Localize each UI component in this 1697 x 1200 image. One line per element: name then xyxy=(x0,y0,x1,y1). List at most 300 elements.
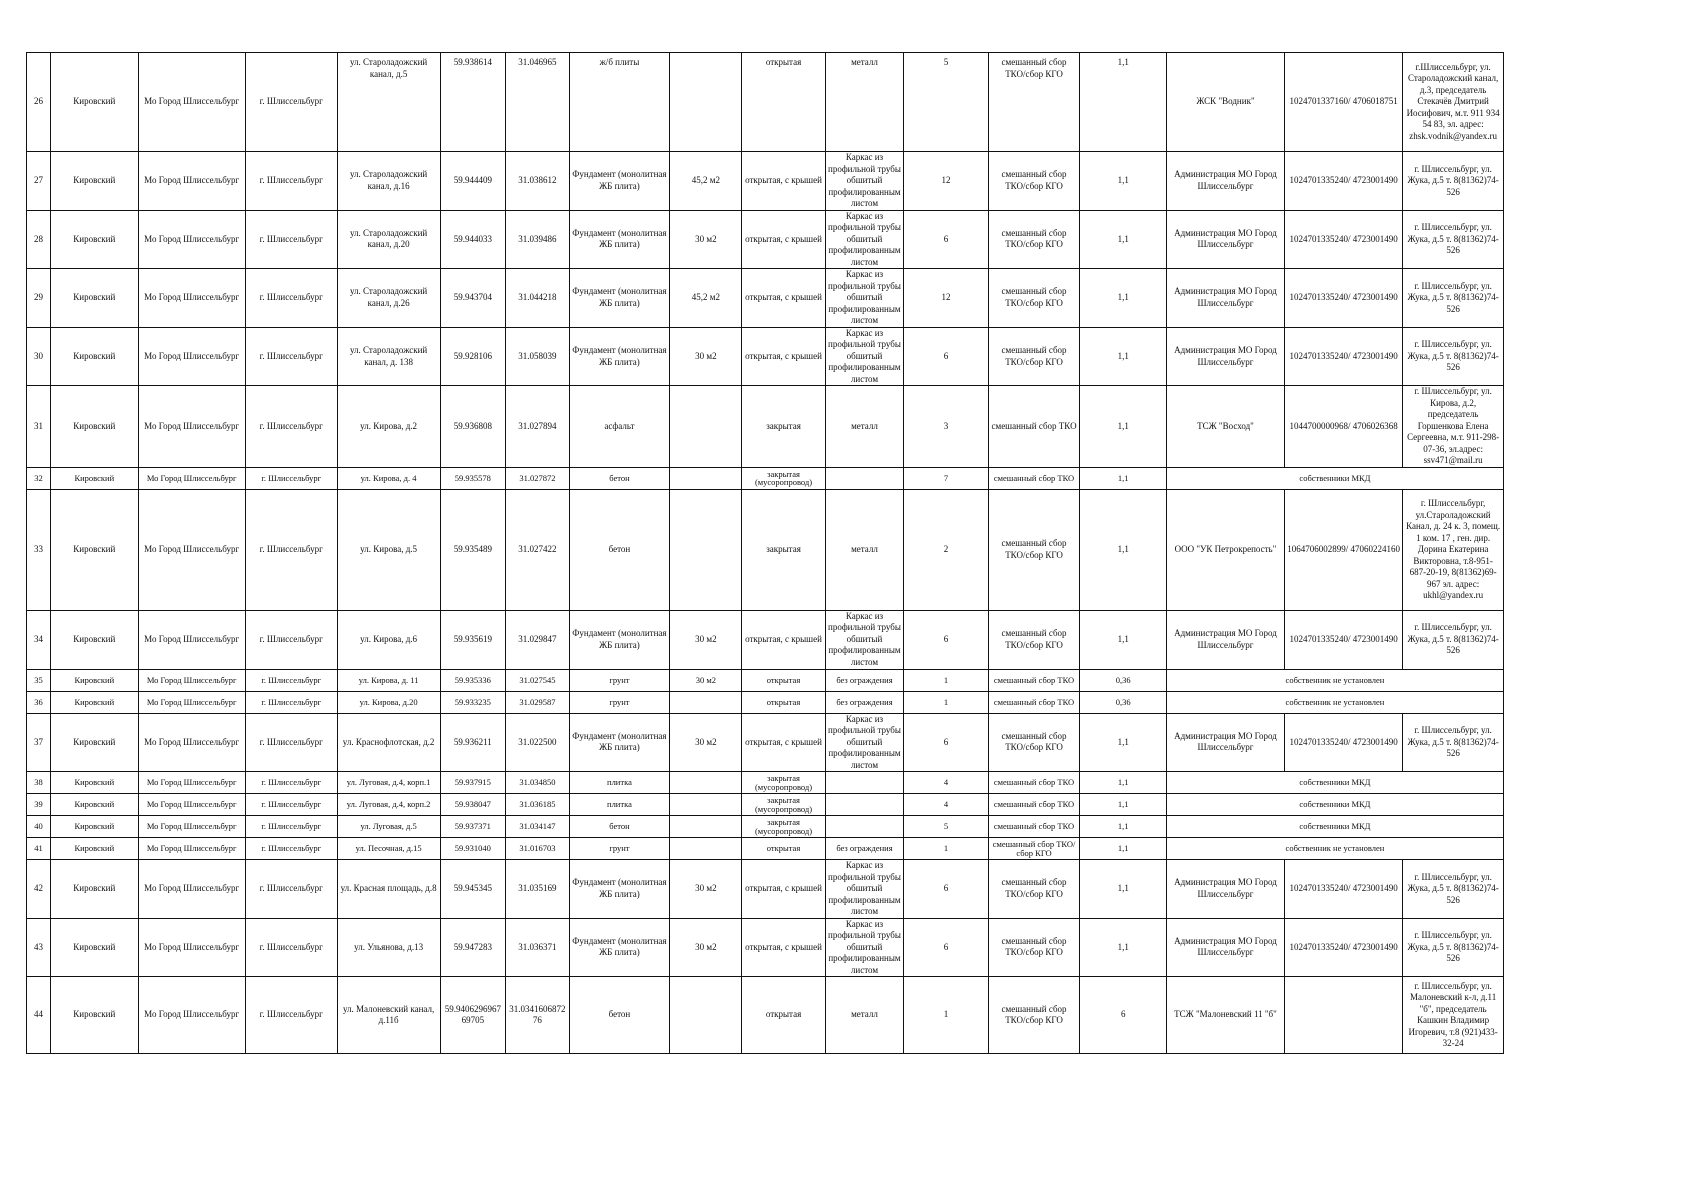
cell-mo: Мо Город Шлиссельбург xyxy=(138,691,245,713)
cell-lat: 59.945345 xyxy=(440,860,506,919)
cell-area: 30 м2 xyxy=(670,860,742,919)
cell-area: 30 м2 xyxy=(670,713,742,772)
cell-volume: 1,1 xyxy=(1080,860,1166,919)
cell-mo: Мо Город Шлиссельбург xyxy=(138,386,245,468)
cell-ogrn: 1024701335240/ 4723001490 xyxy=(1285,860,1403,919)
cell-base: грунт xyxy=(569,838,670,860)
cell-volume: 1,1 xyxy=(1080,210,1166,269)
cell-contacts: г. Шлиссельбург, ул. Жука, д.5 т. 8(81362)74-526 xyxy=(1403,152,1504,211)
cell-volume: 1,1 xyxy=(1080,489,1166,610)
cell-address: ул. Кирова, д. 4 xyxy=(337,467,440,489)
cell-num: 28 xyxy=(27,210,51,269)
cell-collection: смешанный сбор ТКО/сбор КГО xyxy=(988,210,1080,269)
cell-lat: 59.937915 xyxy=(440,772,506,794)
cell-lat: 59.937371 xyxy=(440,816,506,838)
cell-mo: Мо Город Шлиссельбург xyxy=(138,794,245,816)
cell-volume: 1,1 xyxy=(1080,386,1166,468)
cell-address: ул. Луговая, д.4, корп.1 xyxy=(337,772,440,794)
cell-area: 30 м2 xyxy=(670,669,742,691)
cell-mo: Мо Город Шлиссельбург xyxy=(138,210,245,269)
cell-fence: Каркас из профильной трубы обшитый профилированным листом xyxy=(825,860,904,919)
cell-count: 6 xyxy=(904,918,988,977)
cell-district: Кировский xyxy=(51,467,139,489)
cell-count: 6 xyxy=(904,210,988,269)
cell-fence: без ограждения xyxy=(825,669,904,691)
cell-city: г. Шлиссельбург xyxy=(245,467,337,489)
cell-base: бетон xyxy=(569,467,670,489)
cell-type: открытая, с крышей xyxy=(742,269,825,328)
table-row xyxy=(27,918,1504,977)
cell-num: 39 xyxy=(27,794,51,816)
cell-address: ул. Луговая, д.4, корп.2 xyxy=(337,794,440,816)
cell-collection: смешанный сбор ТКО xyxy=(988,772,1080,794)
cell-base: плитка xyxy=(569,794,670,816)
cell-lon: 31.034147 xyxy=(506,816,569,838)
cell-volume: 1,1 xyxy=(1080,816,1166,838)
cell-owner: Администрация МО Город Шлиссельбург xyxy=(1166,269,1284,328)
cell-city: г. Шлиссельбург xyxy=(245,269,337,328)
cell-base: плитка xyxy=(569,772,670,794)
cell-collection: смешанный сбор ТКО/сбор КГО xyxy=(988,838,1080,860)
cell-district: Кировский xyxy=(51,794,139,816)
cell-fence: Каркас из профильной трубы обшитый профилированным листом xyxy=(825,610,904,669)
cell-collection: смешанный сбор ТКО/сбор КГО xyxy=(988,918,1080,977)
cell-city: г. Шлиссельбург xyxy=(245,53,337,152)
cell-address: ул. Староладожский канал, д.5 xyxy=(337,53,440,152)
cell-count: 4 xyxy=(904,794,988,816)
cell-owner: Администрация МО Город Шлиссельбург xyxy=(1166,327,1284,386)
cell-type: открытая, с крышей xyxy=(742,713,825,772)
cell-lon: 31.022500 xyxy=(506,713,569,772)
cell-num: 30 xyxy=(27,327,51,386)
cell-count: 1 xyxy=(904,691,988,713)
cell-count: 3 xyxy=(904,386,988,468)
cell-area xyxy=(670,386,742,468)
table-row xyxy=(27,467,1504,489)
cell-district: Кировский xyxy=(51,669,139,691)
cell-address: ул. Песочная, д.15 xyxy=(337,838,440,860)
cell-contacts: г. Шлиссельбург, ул. Жука, д.5 т. 8(81362)74-526 xyxy=(1403,210,1504,269)
cell-fence: Каркас из профильной трубы обшитый профилированным листом xyxy=(825,713,904,772)
cell-fence: Каркас из профильной трубы обшитый профилированным листом xyxy=(825,210,904,269)
cell-lat: 59.935336 xyxy=(440,669,506,691)
cell-owner-merged: собственник не установлен xyxy=(1166,838,1503,860)
cell-fence: металл xyxy=(825,977,904,1054)
cell-volume: 1,1 xyxy=(1080,794,1166,816)
cell-city: г. Шлиссельбург xyxy=(245,816,337,838)
table-row xyxy=(27,838,1504,860)
cell-owner: ООО "УК Петрокрепость" xyxy=(1166,489,1284,610)
cell-volume: 1,1 xyxy=(1080,327,1166,386)
cell-contacts: г. Шлиссельбург, ул. Жука, д.5 т. 8(81362)74-526 xyxy=(1403,610,1504,669)
cell-district: Кировский xyxy=(51,918,139,977)
cell-city: г. Шлиссельбург xyxy=(245,713,337,772)
cell-ogrn: 1024701335240/ 4723001490 xyxy=(1285,152,1403,211)
cell-city: г. Шлиссельбург xyxy=(245,794,337,816)
table-row xyxy=(27,152,1504,211)
cell-district: Кировский xyxy=(51,53,139,152)
cell-owner: ТСЖ "Восход" xyxy=(1166,386,1284,468)
cell-city: г. Шлиссельбург xyxy=(245,691,337,713)
cell-area xyxy=(670,977,742,1054)
cell-fence xyxy=(825,467,904,489)
cell-collection: смешанный сбор ТКО/сбор КГО xyxy=(988,977,1080,1054)
cell-base: Фундамент (монолитная ЖБ плита) xyxy=(569,327,670,386)
cell-collection: смешанный сбор ТКО xyxy=(988,669,1080,691)
cell-type: открытая xyxy=(742,669,825,691)
cell-volume: 1,1 xyxy=(1080,610,1166,669)
cell-count: 4 xyxy=(904,772,988,794)
cell-base: Фундамент (монолитная ЖБ плита) xyxy=(569,269,670,328)
cell-num: 35 xyxy=(27,669,51,691)
cell-collection: смешанный сбор ТКО/сбор КГО xyxy=(988,269,1080,328)
cell-city: г. Шлиссельбург xyxy=(245,210,337,269)
cell-base: Фундамент (монолитная ЖБ плита) xyxy=(569,918,670,977)
cell-volume: 1,1 xyxy=(1080,53,1166,152)
cell-owner-merged: собственники МКД xyxy=(1166,772,1503,794)
cell-lat: 59.943704 xyxy=(440,269,506,328)
cell-ogrn: 1024701335240/ 4723001490 xyxy=(1285,210,1403,269)
cell-base: Фундамент (монолитная ЖБ плита) xyxy=(569,610,670,669)
cell-area xyxy=(670,794,742,816)
cell-owner-merged: собственники МКД xyxy=(1166,794,1503,816)
cell-base: бетон xyxy=(569,816,670,838)
cell-count: 5 xyxy=(904,816,988,838)
cell-mo: Мо Город Шлиссельбург xyxy=(138,977,245,1054)
cell-lat: 59.944033 xyxy=(440,210,506,269)
cell-type: закрытая (мусоропровод) xyxy=(742,772,825,794)
table-row xyxy=(27,816,1504,838)
cell-volume: 1,1 xyxy=(1080,467,1166,489)
cell-num: 43 xyxy=(27,918,51,977)
cell-ogrn: 1024701337160/ 4706018751 xyxy=(1285,53,1403,152)
cell-ogrn: 1024701335240/ 4723001490 xyxy=(1285,269,1403,328)
cell-num: 40 xyxy=(27,816,51,838)
cell-area xyxy=(670,816,742,838)
cell-type: открытая xyxy=(742,691,825,713)
cell-area xyxy=(670,467,742,489)
cell-type: открытая, с крышей xyxy=(742,210,825,269)
cell-count: 12 xyxy=(904,269,988,328)
cell-city: г. Шлиссельбург xyxy=(245,669,337,691)
cell-lon: 31.029587 xyxy=(506,691,569,713)
cell-num: 42 xyxy=(27,860,51,919)
cell-mo: Мо Город Шлиссельбург xyxy=(138,838,245,860)
cell-district: Кировский xyxy=(51,152,139,211)
cell-fence xyxy=(825,816,904,838)
cell-contacts: г. Шлиссельбург, ул. Малоневский к-л, д.11 "б", председатель Кашкин Владимир Игоревич, т.8 (921)433-32-24 xyxy=(1403,977,1504,1054)
cell-lat: 59.931040 xyxy=(440,838,506,860)
cell-owner-merged: собственники МКД xyxy=(1166,816,1503,838)
cell-lat: 59.938047 xyxy=(440,794,506,816)
cell-lat: 59.936211 xyxy=(440,713,506,772)
cell-city: г. Шлиссельбург xyxy=(245,327,337,386)
cell-mo: Мо Город Шлиссельбург xyxy=(138,918,245,977)
cell-owner: Администрация МО Город Шлиссельбург xyxy=(1166,210,1284,269)
cell-owner: Администрация МО Город Шлиссельбург xyxy=(1166,713,1284,772)
cell-type: закрытая (мусоропровод) xyxy=(742,794,825,816)
cell-count: 7 xyxy=(904,467,988,489)
cell-district: Кировский xyxy=(51,772,139,794)
table-row xyxy=(27,327,1504,386)
cell-num: 29 xyxy=(27,269,51,328)
cell-count: 6 xyxy=(904,610,988,669)
cell-ogrn: 1024701335240/ 4723001490 xyxy=(1285,327,1403,386)
cell-count: 1 xyxy=(904,838,988,860)
cell-address: ул. Староладожский канал, д.26 xyxy=(337,269,440,328)
cell-mo: Мо Город Шлиссельбург xyxy=(138,816,245,838)
table-row xyxy=(27,860,1504,919)
table-row xyxy=(27,794,1504,816)
cell-owner: Администрация МО Город Шлиссельбург xyxy=(1166,152,1284,211)
cell-count: 12 xyxy=(904,152,988,211)
cell-lat: 59.940629696769705 xyxy=(440,977,506,1054)
cell-base: Фундамент (монолитная ЖБ плита) xyxy=(569,210,670,269)
cell-num: 27 xyxy=(27,152,51,211)
cell-count: 2 xyxy=(904,489,988,610)
cell-area xyxy=(670,691,742,713)
cell-lon: 31.039486 xyxy=(506,210,569,269)
cell-city: г. Шлиссельбург xyxy=(245,977,337,1054)
cell-fence: Каркас из профильной трубы обшитый профилированным листом xyxy=(825,269,904,328)
table-row xyxy=(27,386,1504,468)
cell-lat: 59.933235 xyxy=(440,691,506,713)
cell-count: 5 xyxy=(904,53,988,152)
cell-count: 1 xyxy=(904,669,988,691)
cell-mo: Мо Город Шлиссельбург xyxy=(138,860,245,919)
cell-count: 6 xyxy=(904,713,988,772)
cell-collection: смешанный сбор ТКО/сбор КГО xyxy=(988,713,1080,772)
cell-contacts: г. Шлиссельбург, ул.Староладожский Канал, д. 24 к. 3, помещ. 1 ком. 17 , ген. дир. Дорина Екатерина Викторовна, т.8-951-687-20-19, 8(81362)69-967 эл. адрес: ukhl@yandex.ru xyxy=(1403,489,1504,610)
table-row xyxy=(27,977,1504,1054)
cell-collection: смешанный сбор ТКО/сбор КГО xyxy=(988,152,1080,211)
cell-district: Кировский xyxy=(51,977,139,1054)
cell-contacts: г. Шлиссельбург, ул. Жука, д.5 т. 8(81362)74-526 xyxy=(1403,713,1504,772)
cell-collection: смешанный сбор ТКО/сбор КГО xyxy=(988,489,1080,610)
cell-district: Кировский xyxy=(51,838,139,860)
cell-owner: ЖСК "Водник" xyxy=(1166,53,1284,152)
cell-base: асфальт xyxy=(569,386,670,468)
cell-area: 45,2 м2 xyxy=(670,269,742,328)
cell-mo: Мо Город Шлиссельбург xyxy=(138,713,245,772)
cell-num: 34 xyxy=(27,610,51,669)
table-row xyxy=(27,691,1504,713)
cell-city: г. Шлиссельбург xyxy=(245,152,337,211)
cell-mo: Мо Город Шлиссельбург xyxy=(138,269,245,328)
cell-owner: ТСЖ "Малоневский 11 "б" xyxy=(1166,977,1284,1054)
cell-district: Кировский xyxy=(51,713,139,772)
cell-type: открытая, с крышей xyxy=(742,327,825,386)
cell-mo: Мо Город Шлиссельбург xyxy=(138,152,245,211)
container-sites-table xyxy=(26,52,1504,1054)
cell-lat: 59.935489 xyxy=(440,489,506,610)
cell-address: ул. Кирова, д.6 xyxy=(337,610,440,669)
cell-type: открытая, с крышей xyxy=(742,918,825,977)
cell-lon: 31.027422 xyxy=(506,489,569,610)
cell-lat: 59.936808 xyxy=(440,386,506,468)
cell-ogrn: 1024701335240/ 4723001490 xyxy=(1285,713,1403,772)
cell-fence: без ограждения xyxy=(825,691,904,713)
cell-mo: Мо Город Шлиссельбург xyxy=(138,610,245,669)
cell-collection: смешанный сбор ТКО xyxy=(988,816,1080,838)
cell-mo: Мо Город Шлиссельбург xyxy=(138,489,245,610)
cell-owner: Администрация МО Город Шлиссельбург xyxy=(1166,918,1284,977)
cell-district: Кировский xyxy=(51,386,139,468)
cell-area: 30 м2 xyxy=(670,918,742,977)
cell-city: г. Шлиссельбург xyxy=(245,610,337,669)
cell-volume: 1,1 xyxy=(1080,772,1166,794)
cell-city: г. Шлиссельбург xyxy=(245,386,337,468)
cell-num: 38 xyxy=(27,772,51,794)
cell-city: г. Шлиссельбург xyxy=(245,838,337,860)
cell-ogrn: 1024701335240/ 4723001490 xyxy=(1285,918,1403,977)
cell-lon: 31.027545 xyxy=(506,669,569,691)
cell-city: г. Шлиссельбург xyxy=(245,860,337,919)
cell-area: 30 м2 xyxy=(670,210,742,269)
cell-base: грунт xyxy=(569,669,670,691)
cell-lon: 31.027894 xyxy=(506,386,569,468)
cell-owner-merged: собственник не установлен xyxy=(1166,669,1503,691)
cell-fence: Каркас из профильной трубы обшитый профилированным листом xyxy=(825,327,904,386)
table-body xyxy=(27,53,1504,1054)
cell-lon: 31.027872 xyxy=(506,467,569,489)
cell-collection: смешанный сбор ТКО xyxy=(988,691,1080,713)
cell-address: ул. Ульянова, д.13 xyxy=(337,918,440,977)
cell-lon: 31.034160687276 xyxy=(506,977,569,1054)
table-row xyxy=(27,210,1504,269)
cell-type: закрытая (мусоропровод) xyxy=(742,816,825,838)
cell-collection: смешанный сбор ТКО xyxy=(988,467,1080,489)
table-row xyxy=(27,713,1504,772)
cell-count: 6 xyxy=(904,327,988,386)
cell-city: г. Шлиссельбург xyxy=(245,489,337,610)
cell-ogrn xyxy=(1285,977,1403,1054)
cell-lon: 31.034850 xyxy=(506,772,569,794)
cell-type: закрытая (мусоропровод) xyxy=(742,467,825,489)
cell-num: 31 xyxy=(27,386,51,468)
cell-lon: 31.044218 xyxy=(506,269,569,328)
cell-mo: Мо Город Шлиссельбург xyxy=(138,669,245,691)
cell-volume: 1,1 xyxy=(1080,918,1166,977)
cell-district: Кировский xyxy=(51,816,139,838)
cell-mo: Мо Город Шлиссельбург xyxy=(138,327,245,386)
cell-district: Кировский xyxy=(51,210,139,269)
cell-num: 44 xyxy=(27,977,51,1054)
cell-base: грунт xyxy=(569,691,670,713)
cell-collection: смешанный сбор ТКО/сбор КГО xyxy=(988,860,1080,919)
cell-base: бетон xyxy=(569,489,670,610)
cell-area xyxy=(670,53,742,152)
cell-contacts: г. Шлиссельбург, ул. Жука, д.5 т. 8(81362)74-526 xyxy=(1403,327,1504,386)
cell-base: Фундамент (монолитная ЖБ плита) xyxy=(569,152,670,211)
cell-owner: Администрация МО Город Шлиссельбург xyxy=(1166,860,1284,919)
cell-district: Кировский xyxy=(51,610,139,669)
cell-lat: 59.928106 xyxy=(440,327,506,386)
cell-count: 1 xyxy=(904,977,988,1054)
cell-contacts: г. Шлиссельбург, ул. Жука, д.5 т. 8(81362)74-526 xyxy=(1403,918,1504,977)
cell-lat: 59.935578 xyxy=(440,467,506,489)
cell-num: 41 xyxy=(27,838,51,860)
cell-lat: 59.938614 xyxy=(440,53,506,152)
cell-collection: смешанный сбор ТКО/сбор КГО xyxy=(988,53,1080,152)
cell-mo: Мо Город Шлиссельбург xyxy=(138,772,245,794)
cell-type: открытая, с крышей xyxy=(742,610,825,669)
cell-type: открытая xyxy=(742,53,825,152)
cell-base: Фундамент (монолитная ЖБ плита) xyxy=(569,860,670,919)
cell-owner-merged: собственник не установлен xyxy=(1166,691,1503,713)
cell-volume: 1,1 xyxy=(1080,152,1166,211)
cell-volume: 6 xyxy=(1080,977,1166,1054)
cell-lon: 31.035169 xyxy=(506,860,569,919)
cell-type: закрытая xyxy=(742,386,825,468)
cell-district: Кировский xyxy=(51,269,139,328)
cell-num: 36 xyxy=(27,691,51,713)
cell-owner-merged: собственники МКД xyxy=(1166,467,1503,489)
cell-address: ул. Староладожский канал, д. 138 xyxy=(337,327,440,386)
cell-base: бетон xyxy=(569,977,670,1054)
table-row xyxy=(27,269,1504,328)
cell-collection: смешанный сбор ТКО xyxy=(988,794,1080,816)
cell-volume: 1,1 xyxy=(1080,269,1166,328)
cell-area xyxy=(670,838,742,860)
cell-lon: 31.046965 xyxy=(506,53,569,152)
cell-address: ул. Кирова, д.5 xyxy=(337,489,440,610)
cell-address: ул. Кирова, д.20 xyxy=(337,691,440,713)
cell-lon: 31.036185 xyxy=(506,794,569,816)
cell-owner: Администрация МО Город Шлиссельбург xyxy=(1166,610,1284,669)
cell-volume: 1,1 xyxy=(1080,713,1166,772)
cell-fence: без ограждения xyxy=(825,838,904,860)
cell-lon: 31.058039 xyxy=(506,327,569,386)
cell-address: ул. Староладожский канал, д.16 xyxy=(337,152,440,211)
cell-ogrn: 1064706002899/ 47060224160 xyxy=(1285,489,1403,610)
cell-fence: металл xyxy=(825,53,904,152)
cell-type: открытая, с крышей xyxy=(742,152,825,211)
cell-type: открытая, с крышей xyxy=(742,860,825,919)
cell-fence: металл xyxy=(825,489,904,610)
cell-lat: 59.944409 xyxy=(440,152,506,211)
table-row xyxy=(27,610,1504,669)
cell-contacts: г.Шлиссельбург, ул. Староладожский канал, д.3, председатель Стекачёв Дмитрий Иосифович, м.т. 911 934 54 83, эл. адрес: zhsk.vodnik@yandex.ru xyxy=(1403,53,1504,152)
cell-volume: 0,36 xyxy=(1080,691,1166,713)
cell-type: открытая xyxy=(742,838,825,860)
cell-ogrn: 1044700000968/ 4706026368 xyxy=(1285,386,1403,468)
cell-ogrn: 1024701335240/ 4723001490 xyxy=(1285,610,1403,669)
cell-lat: 59.947283 xyxy=(440,918,506,977)
cell-contacts: г. Шлиссельбург, ул. Кирова, д.2, председатель Горшенкова Елена Сергеевна, м.т. 911-298-07-36, эл.адрес: ssv471@mail.ru xyxy=(1403,386,1504,468)
cell-area: 30 м2 xyxy=(670,610,742,669)
cell-num: 33 xyxy=(27,489,51,610)
cell-num: 26 xyxy=(27,53,51,152)
cell-volume: 0,36 xyxy=(1080,669,1166,691)
cell-type: открытая xyxy=(742,977,825,1054)
cell-fence xyxy=(825,772,904,794)
cell-num: 37 xyxy=(27,713,51,772)
cell-collection: смешанный сбор ТКО/сбор КГО xyxy=(988,327,1080,386)
cell-address: ул. Краснофлотская, д.2 xyxy=(337,713,440,772)
cell-mo: Мо Город Шлиссельбург xyxy=(138,467,245,489)
cell-lon: 31.029847 xyxy=(506,610,569,669)
cell-area xyxy=(670,489,742,610)
cell-volume: 1,1 xyxy=(1080,838,1166,860)
cell-district: Кировский xyxy=(51,327,139,386)
cell-fence xyxy=(825,794,904,816)
table-row xyxy=(27,53,1504,152)
cell-area: 30 м2 xyxy=(670,327,742,386)
cell-district: Кировский xyxy=(51,489,139,610)
cell-mo: Мо Город Шлиссельбург xyxy=(138,53,245,152)
cell-address: ул. Малоневский канал, д.11б xyxy=(337,977,440,1054)
